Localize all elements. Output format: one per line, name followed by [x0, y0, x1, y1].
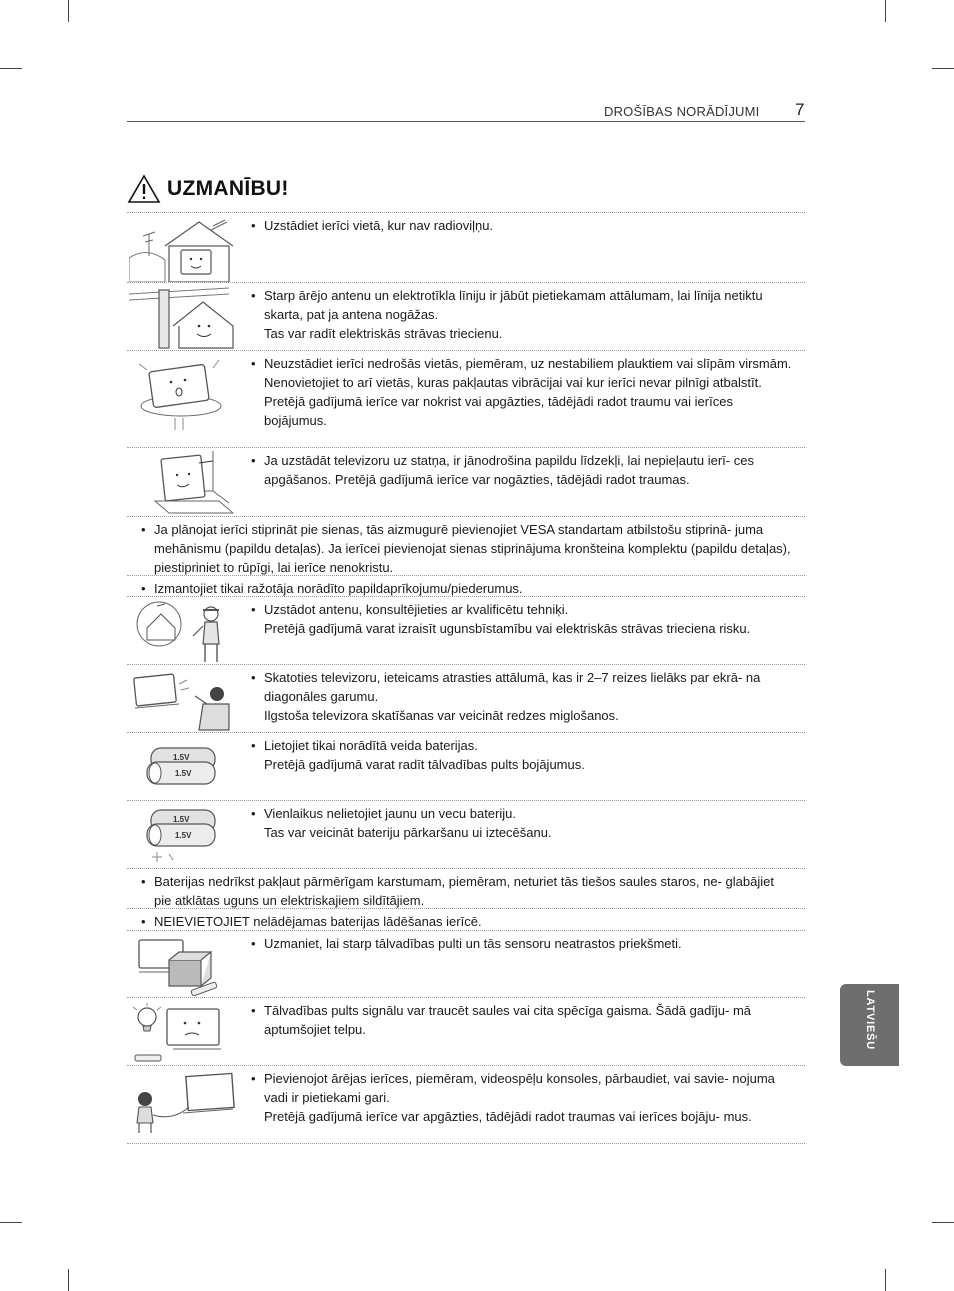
caution-line: NEIEVIETOJIET nelādējamas baterijas lādēšanas ierīcē. [154, 914, 482, 929]
caution-line: Izmantojiet tikai ražotāja norādīto papildaprīkojumu/piederumus. [154, 581, 523, 596]
caution-item [127, 997, 805, 1065]
antenna-technician-icon [129, 600, 234, 669]
caution-item [127, 800, 805, 868]
caution-line: Pretējā gadījumā varat radīt tālvadības pults bojājumus. [264, 757, 585, 772]
crop-mark [885, 1269, 886, 1291]
crop-mark [932, 68, 954, 69]
caution-line: Lietojiet tikai norādītā veida baterijas. [264, 738, 478, 753]
caution-line: Skatoties televizoru, ieteicams atrasties attālumā, kas ir 2–7 reizes lielāks par ekrā- na diagonāles garumu. [264, 670, 761, 704]
caution-text: • Ja uzstādāt televizoru uz statņa, ir jānodrošina papildu līdzekļi, lai nepieļautu ierī- ces apgāšanos. Pretējā gadījumā ierīce var nogāzties, tādējādi radot traumas. [251, 448, 805, 489]
crop-mark [68, 1269, 69, 1291]
caution-text: • NEIEVIETOJIET nelādējamas baterijas lādēšanas ierīcē. [141, 909, 805, 931]
strong-light-icon [129, 1001, 234, 1070]
caution-line: Pievienojot ārējas ierīces, piemēram, videospēļu konsoles, pārbaudiet, vai savie- nojuma vadi ir pietiekami gari. [264, 1071, 775, 1105]
caution-line: Vienlaikus nelietojiet jaunu un vecu bateriju. [264, 806, 516, 821]
caution-item [127, 868, 805, 908]
battery-label: 1.5V [173, 815, 190, 824]
remote-obstacle-icon [129, 934, 234, 1001]
caution-text: • Uzstādot antenu, konsultējieties ar kvalificētu tehniķi. Pretējā gadījumā varat izraisīt ugunsbīstamību vai elektriskās strāvas trieciena risku. [251, 597, 805, 638]
caution-line: Pretējā gadījumā ierīce var apgāzties, tādējādi radot traumas vai ierīces bojāju- mus. [264, 1109, 752, 1124]
caution-heading [127, 174, 289, 204]
old-new-batteries-icon [129, 804, 234, 873]
language-tab-label: LATVIEŠU [864, 990, 876, 1050]
caution-text: • Lietojiet tikai norādītā veida baterijas. Pretējā gadījumā varat radīt tālvadības pults bojājumus. [251, 733, 805, 774]
caution-item [127, 1065, 805, 1144]
caution-line: Ja plānojat ierīci stiprināt pie sienas, tās aizmugurē pievienojiet VESA standartam atbilstošu stiprinā- juma mehānismu (papildu detaļas). Ja ierīcei pievienojat sienas stiprinājuma kronšteina komplektu (papildu detaļas), piestipriniet to rūpīgi, lai ierīce nenokristu. [154, 522, 791, 575]
unstable-tv-icon [129, 354, 234, 439]
caution-text: • Tālvadības pults signālu var traucēt saules vai cita spēcīga gaisma. Šādā gadīju- mā aptumšojiet telpu. [251, 998, 805, 1039]
caution-text: • Pievienojot ārējas ierīces, piemēram, videospēļu konsoles, pārbaudiet, vai savie- nojuma vadi ir pietiekami gari. Pretējā gadījumā ierīce var apgāzties, tādējādi radot traumas vai ierīces bojāju- mus. [251, 1066, 805, 1126]
caution-item [127, 212, 805, 282]
caution-item [127, 732, 805, 800]
caution-text: • Uzmaniet, lai starp tālvadības pulti un tās sensoru neatrastos priekšmeti. [251, 931, 805, 953]
section-title: DROŠĪBAS NORĀDĪJUMI [604, 104, 760, 119]
battery-label: 1.5V [173, 753, 190, 762]
caution-item [127, 930, 805, 997]
crop-mark [0, 1222, 22, 1223]
crop-mark [885, 0, 886, 22]
caution-line: Uzstādot antenu, konsultējieties ar kvalificētu tehniķi. [264, 602, 569, 617]
caution-line: Tas var radīt elektriskās strāvas triecienu. [264, 326, 503, 341]
viewing-distance-icon [129, 668, 234, 737]
caution-text: • Neuzstādiet ierīci nedrošās vietās, piemēram, uz nestabiliem plauktiem vai slīpām virsmām. Nenovietojiet to arī vietās, kuras pakļautas vibrācijai vai kur ierīci nevar pilnīgi atbalstīt. Pretējā gadījumā ierīce var nokrist vai apgāzties, tādējādi radot traumu vai ierīces bojājumus. [251, 356, 792, 428]
caution-item [127, 516, 805, 575]
crop-mark [68, 0, 69, 22]
caution-text: • Ja plānojat ierīci stiprināt pie sienas, tās aizmugurē pievienojiet VESA standartam atbilstošu stiprinā- juma mehānismu (papildu detaļas). Ja ierīcei pievienojat sienas stiprinājuma kronšteina komplektu (papildu detaļas), piestipriniet to rūpīgi, lai ierīce nenokristu. [141, 517, 805, 577]
battery-label: 1.5V [175, 769, 192, 778]
caution-line: Pretējā gadījumā ierīce var nokrist vai apgāzties, tādējādi radot traumu vai ierīces bojājumus. [264, 394, 733, 428]
caution-item [127, 447, 805, 516]
tv-wall-strap-icon [129, 451, 234, 520]
caution-text: • Vienlaikus nelietojiet jaunu un vecu bateriju. Tas var veicināt bateriju pārkaršanu ui iztecēšanu. [251, 801, 805, 842]
battery-label: 1.5V [175, 831, 192, 840]
antenna-power-line-icon [129, 286, 234, 355]
crop-mark [932, 1222, 954, 1223]
caution-line: Pretējā gadījumā varat izraisīt ugunsbīstamību vai elektriskās strāvas trieciena risku. [264, 621, 751, 636]
caution-item [127, 596, 805, 664]
caution-list [127, 212, 805, 1144]
caution-text: • Skatoties televizoru, ieteicams atrasties attālumā, kas ir 2–7 reizes lielāks par ekrā- na diagonāles garumu. Ilgstoša televizora skatīšanas var veicināt redzes miglošanos. [251, 665, 805, 725]
caution-item [127, 664, 805, 732]
caution-text: • Izmantojiet tikai ražotāja norādīto papildaprīkojumu/piederumus. [141, 576, 805, 598]
caution-item [127, 282, 805, 350]
caution-item [127, 575, 805, 596]
tv-cable-child-icon [129, 1069, 234, 1148]
caution-item [127, 908, 805, 930]
caution-item [127, 350, 805, 447]
tv-house-antenna-icon [129, 216, 234, 287]
batteries-icon [129, 736, 234, 801]
caution-line: Tālvadības pults signālu var traucēt saules vai cita spēcīga gaisma. Šādā gadīju- mā aptumšojiet telpu. [264, 1003, 752, 1037]
caution-line: Uzmaniet, lai starp tālvadības pulti un tās sensoru neatrastos priekšmeti. [264, 936, 682, 951]
caution-line: Ilgstoša televizora skatīšanas var veicināt redzes miglošanos. [264, 708, 619, 723]
warning-triangle-icon [127, 174, 161, 204]
page-number: 7 [795, 100, 805, 119]
caution-text: • Baterijas nedrīkst pakļaut pārmērīgam karstumam, piemēram, neturiet tās tiešos saules staros, ne- glabājiet pie atklātas uguns un elektriskajiem sildītājiem. [141, 869, 805, 910]
caution-text: • Uzstādiet ierīci vietā, kur nav radioviļņu. [251, 213, 805, 235]
caution-line: Neuzstādiet ierīci nedrošās vietās, piemēram, uz nestabiliem plauktiem vai slīpām virsmām. Nenovietojiet to arī vietās, kuras pakļautas vibrācijai vai kur ierīci nevar pilnīgi atbalstīt. [264, 356, 792, 390]
caution-line: Baterijas nedrīkst pakļaut pārmērīgam karstumam, piemēram, neturiet tās tiešos saules staros, ne- glabājiet pie atklātas uguns un elektriskajiem sildītājiem. [154, 874, 774, 908]
language-tab [840, 984, 899, 1066]
caution-line: Uzstādiet ierīci vietā, kur nav radioviļņu. [264, 218, 494, 233]
caution-line: Tas var veicināt bateriju pārkaršanu ui iztecēšanu. [264, 825, 552, 840]
crop-mark [0, 68, 22, 69]
caution-line: Ja uzstādāt televizoru uz statņa, ir jānodrošina papildu līdzekļi, lai nepieļautu ierī- ces apgāšanos. Pretējā gadījumā ierīce var nogāzties, tādējādi radot traumas. [264, 453, 754, 487]
caution-line: Starp ārējo antenu un elektrotīkla līniju ir jābūt pietiekamam attālumam, lai līnija netiktu skarta, pat ja antena nogāžas. [264, 288, 763, 322]
caution-text: • Starp ārējo antenu un elektrotīkla līniju ir jābūt pietiekamam attālumam, lai līnija netiktu skarta, pat ja antena nogāžas. Tas var radīt elektriskās strāvas triecienu. [251, 283, 805, 343]
heading-title: UZMANĪBU! [167, 177, 289, 200]
header-rule [127, 121, 805, 122]
